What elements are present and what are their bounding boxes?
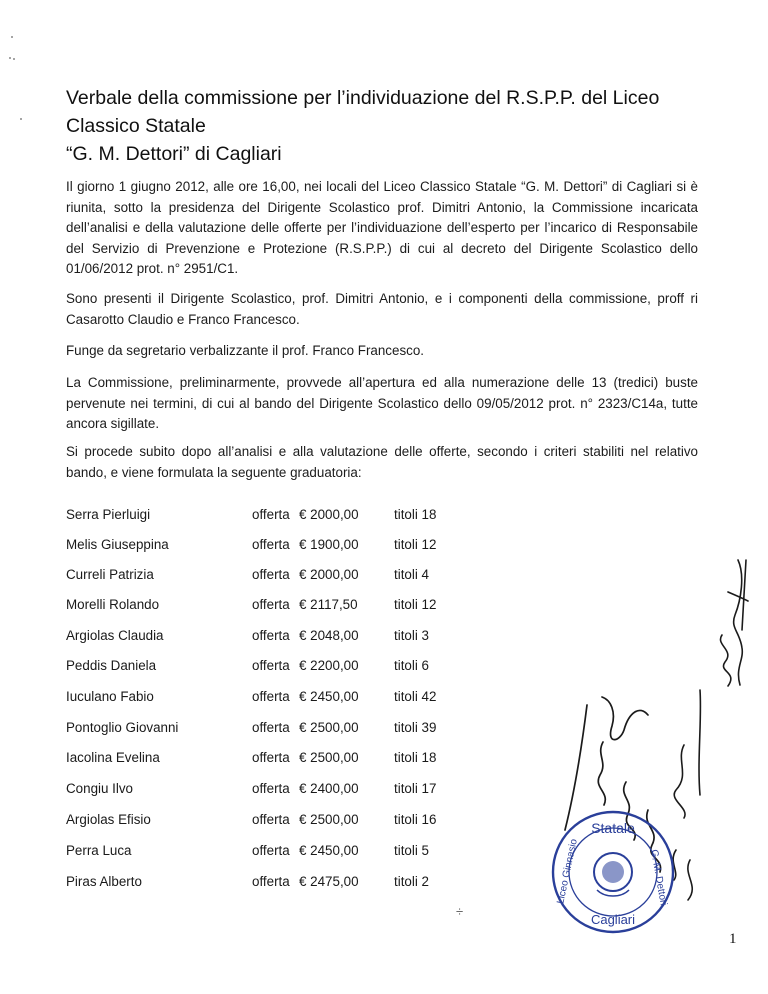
offer-name: Curreli Patrizia bbox=[66, 567, 154, 582]
offer-label: offerta bbox=[252, 658, 290, 673]
footer-mark: ÷ bbox=[456, 904, 464, 919]
offer-label: offerta bbox=[252, 567, 290, 582]
offer-label: offerta bbox=[252, 750, 290, 765]
offer-amount: € 2048,00 bbox=[299, 628, 359, 643]
offer-titles: titoli 42 bbox=[394, 689, 437, 704]
offer-amount: € 2500,00 bbox=[299, 812, 359, 827]
page-number: 1 bbox=[729, 931, 737, 947]
offer-titles: titoli 6 bbox=[394, 658, 429, 673]
school-stamp bbox=[553, 812, 673, 932]
offer-titles: titoli 2 bbox=[394, 874, 429, 889]
offer-titles: titoli 18 bbox=[394, 750, 437, 765]
offer-amount: € 2000,00 bbox=[299, 507, 359, 522]
offer-amount: € 2117,50 bbox=[299, 597, 358, 612]
offer-titles: titoli 16 bbox=[394, 812, 437, 827]
offer-label: offerta bbox=[252, 597, 290, 612]
offer-name: Perra Luca bbox=[66, 843, 132, 858]
signature-1 bbox=[720, 560, 748, 686]
offer-amount: € 2200,00 bbox=[299, 658, 359, 673]
offer-label: offerta bbox=[252, 843, 290, 858]
offer-amount: € 2450,00 bbox=[299, 689, 359, 704]
offer-titles: titoli 12 bbox=[394, 537, 437, 552]
offer-titles: titoli 18 bbox=[394, 507, 437, 522]
offer-titles: titoli 17 bbox=[394, 781, 437, 796]
offer-titles: titoli 39 bbox=[394, 720, 437, 735]
offer-amount: € 2500,00 bbox=[299, 750, 359, 765]
offer-amount: € 2500,00 bbox=[299, 720, 359, 735]
title-line-1: Verbale della commissione per l’individuazione del R.S.P.P. del Liceo Classico Statale bbox=[66, 87, 660, 137]
offer-titles: titoli 4 bbox=[394, 567, 429, 582]
offer-label: offerta bbox=[252, 537, 290, 552]
offer-name: Serra Pierluigi bbox=[66, 507, 151, 522]
offer-amount: € 2475,00 bbox=[299, 874, 359, 889]
paragraph-ranking-intro: Si procede subito dopo all’analisi e alla valutazione delle offerte, secondo i criteri stabiliti nel relativo bando, e viene formulata la seguente graduatoria: bbox=[66, 444, 698, 480]
stamp-bottom-text: Cagliari bbox=[590, 912, 636, 927]
offer-amount: € 2000,00 bbox=[299, 567, 359, 582]
offer-amount: € 2450,00 bbox=[299, 843, 359, 858]
offer-name: Pontoglio Giovanni bbox=[66, 720, 179, 735]
stamp-top-text: Statale bbox=[591, 820, 635, 836]
margin-specks bbox=[9, 36, 22, 120]
offer-name: Argiolas Efisio bbox=[66, 812, 151, 827]
offer-label: offerta bbox=[252, 628, 290, 643]
offer-name: Piras Alberto bbox=[66, 874, 142, 889]
offer-titles: titoli 3 bbox=[394, 628, 429, 643]
offer-name: Peddis Daniela bbox=[66, 658, 157, 673]
paragraph-secretary: Funge da segretario verbalizzante il prof. Franco Francesco. bbox=[66, 343, 425, 358]
offer-label: offerta bbox=[252, 720, 290, 735]
paragraph-envelopes: La Commissione, preliminarmente, provvede all’apertura ed alla numerazione delle 13 (tredici) buste pervenute nei termini, di cui al bando del Dirigente Scolastico dello 09/05/2012 prot. n° 2323/C14a, tutte ancora sigillate. bbox=[66, 375, 698, 431]
signature-2 bbox=[673, 690, 700, 900]
offer-label: offerta bbox=[252, 507, 290, 522]
offer-label: offerta bbox=[252, 689, 290, 704]
offer-amount: € 2400,00 bbox=[299, 781, 359, 796]
offer-name: Argiolas Claudia bbox=[66, 628, 164, 643]
offer-amount: € 1900,00 bbox=[299, 537, 359, 552]
offer-label: offerta bbox=[252, 812, 290, 827]
offer-name: Morelli Rolando bbox=[66, 597, 160, 612]
signature-3 bbox=[565, 697, 661, 872]
offer-label: offerta bbox=[252, 874, 290, 889]
offer-name: Iuculano Fabio bbox=[66, 689, 154, 704]
offer-name: Melis Giuseppina bbox=[66, 537, 169, 552]
paragraph-attendees: Sono presenti il Dirigente Scolastico, prof. Dimitri Antonio, e i componenti della commissione, proff ri Casarotto Claudio e Franco Francesco. bbox=[66, 291, 698, 327]
offer-name: Congiu Ilvo bbox=[66, 781, 133, 796]
paragraph-meeting: Il giorno 1 giugno 2012, alle ore 16,00, nei locali del Liceo Classico Statale “G. M. Dettori” di Cagliari si è riunita, sotto la presidenza del Dirigente Scolastico prof. Dimitri Antonio, la Commissione incaricata dell’analisi e della valutazione delle offerte per l’individuazione dell’esperto per l’incarico di Responsabile del Servizio di Prevenzione e Protezione (R.S.P.P.) di cui al decreto del Dirigente Scolastico dello 01/06/2012 prot. n° 2951/C1. bbox=[66, 179, 698, 276]
offer-titles: titoli 5 bbox=[394, 843, 429, 858]
stamp-right-text: G. M. Dettori bbox=[648, 848, 669, 907]
title-line-2: “G. M. Dettori” di Cagliari bbox=[66, 143, 282, 165]
stamp-left-text: Liceo Ginnasio bbox=[555, 837, 580, 905]
offer-titles: titoli 12 bbox=[394, 597, 437, 612]
offer-name: Iacolina Evelina bbox=[66, 750, 160, 765]
offer-label: offerta bbox=[252, 781, 290, 796]
